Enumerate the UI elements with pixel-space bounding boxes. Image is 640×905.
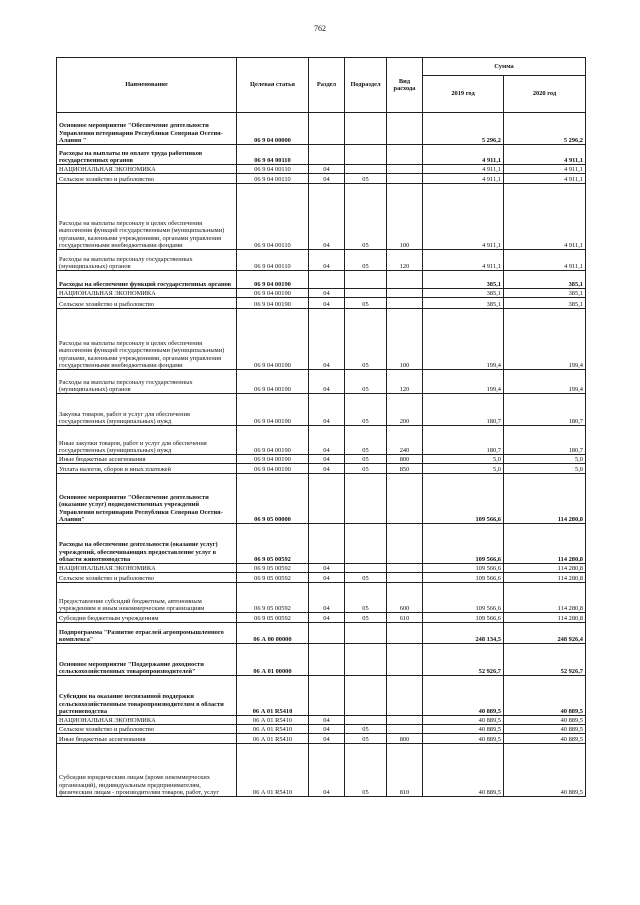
row-target-article: 06 А 01 R5410 [237, 725, 309, 734]
row-subsection: 05 [345, 725, 387, 734]
row-name: НАЦИОНАЛЬНАЯ ЭКОНОМИКА [57, 564, 237, 573]
row-sum-2019: 40 889,5 [423, 716, 504, 725]
row-sum-2019: 4 911,1 [423, 165, 504, 174]
row-sum-2019: 109 566,6 [423, 474, 504, 524]
table-row [57, 644, 586, 676]
row-section [309, 474, 345, 524]
row-expense-kind [387, 145, 423, 165]
row-subsection [345, 524, 387, 564]
row-target-article: 06 9 04 00110 [237, 174, 309, 184]
table-row [57, 613, 586, 623]
row-sum-2019: 40 889,5 [423, 725, 504, 734]
row-name: Расходы на выплаты по оплате труда работников государственных органов [57, 145, 237, 165]
row-target-article: 06 9 04 00190 [237, 394, 309, 426]
row-target-article: 06 9 05 00592 [237, 564, 309, 573]
row-sum-2020: 114 280,8 [504, 573, 586, 583]
row-subsection: 05 [345, 744, 387, 797]
row-expense-kind: 810 [387, 744, 423, 797]
row-name: Подпрограмма "Развитие отраслей агропромышленного комплекса" [57, 623, 237, 644]
header-expense-kind: Вид расхода [387, 58, 423, 113]
row-sum-2019: 5 296,2 [423, 113, 504, 145]
table-body [57, 113, 586, 797]
table-row [57, 573, 586, 583]
row-sum-2019: 4 911,1 [423, 184, 504, 250]
row-sum-2019: 385,1 [423, 298, 504, 309]
row-sum-2019: 40 889,5 [423, 744, 504, 797]
table-row [57, 271, 586, 289]
row-subsection: 05 [345, 613, 387, 623]
row-sum-2019: 4 911,1 [423, 250, 504, 271]
row-subsection [345, 271, 387, 289]
row-target-article: 06 9 04 00190 [237, 271, 309, 289]
table-row [57, 174, 586, 184]
row-subsection: 05 [345, 455, 387, 464]
row-name: Сельское хозяйство и рыболовство [57, 174, 237, 184]
row-expense-kind [387, 644, 423, 676]
row-name: Расходы на выплаты персоналу в целях обеспечения выполнения функций государственными (муниципальными) органами, казенными учреждениями, органами управления государственными внебюджетными фондами [57, 309, 237, 370]
row-subsection: 05 [345, 184, 387, 250]
row-target-article: 06 А 01 R5410 [237, 716, 309, 725]
row-expense-kind: 850 [387, 464, 423, 474]
row-section: 04 [309, 174, 345, 184]
header-year-2019: 2019 год [423, 76, 504, 113]
row-subsection: 05 [345, 309, 387, 370]
row-expense-kind [387, 725, 423, 734]
row-target-article: 06 А 01 R5410 [237, 744, 309, 797]
row-expense-kind: 200 [387, 394, 423, 426]
row-name: НАЦИОНАЛЬНАЯ ЭКОНОМИКА [57, 165, 237, 174]
row-section [309, 145, 345, 165]
row-subsection [345, 623, 387, 644]
row-sum-2020: 40 889,5 [504, 744, 586, 797]
row-name: Субсидии на оказание несвязанной поддержки сельскохозяйственным товаропроизводителям в области растениеводства [57, 676, 237, 716]
row-section: 04 [309, 573, 345, 583]
table-row [57, 716, 586, 725]
row-section: 04 [309, 370, 345, 394]
row-section: 04 [309, 184, 345, 250]
row-target-article: 06 9 04 00190 [237, 455, 309, 464]
row-target-article: 06 9 04 00110 [237, 250, 309, 271]
header-section: Раздел [309, 58, 345, 113]
row-target-article: 06 9 05 00592 [237, 573, 309, 583]
row-section [309, 623, 345, 644]
row-sum-2019: 248 134,5 [423, 623, 504, 644]
row-expense-kind [387, 676, 423, 716]
row-subsection: 05 [345, 734, 387, 744]
row-name: Основное мероприятие "Обеспечение деятельности (оказание услуг) подведомственных учреждений Управления ветеринарии Республики Северная Осетия-Алания" [57, 474, 237, 524]
row-sum-2020: 114 280,8 [504, 524, 586, 564]
row-subsection: 05 [345, 298, 387, 309]
row-sum-2020: 114 280,8 [504, 564, 586, 573]
row-expense-kind [387, 716, 423, 725]
row-section: 04 [309, 289, 345, 298]
row-section: 04 [309, 298, 345, 309]
row-section [309, 271, 345, 289]
row-subsection [345, 474, 387, 524]
table-row [57, 725, 586, 734]
table-row [57, 676, 586, 716]
row-sum-2019: 52 926,7 [423, 644, 504, 676]
row-subsection: 05 [345, 174, 387, 184]
row-sum-2019: 4 911,1 [423, 145, 504, 165]
row-sum-2020: 114 280,8 [504, 613, 586, 623]
row-expense-kind: 600 [387, 583, 423, 613]
row-sum-2020: 52 926,7 [504, 644, 586, 676]
row-section: 04 [309, 250, 345, 271]
row-subsection [345, 145, 387, 165]
row-target-article: 06 А 01 R5410 [237, 734, 309, 744]
table-row [57, 250, 586, 271]
row-subsection: 05 [345, 426, 387, 455]
table-row [57, 165, 586, 174]
table-row [57, 184, 586, 250]
row-subsection [345, 113, 387, 145]
table-row [57, 426, 586, 455]
row-expense-kind [387, 174, 423, 184]
row-name: Расходы на обеспечение функций государственных органов [57, 271, 237, 289]
row-sum-2019: 109 566,6 [423, 583, 504, 613]
row-sum-2019: 5,0 [423, 464, 504, 474]
row-subsection: 05 [345, 583, 387, 613]
row-sum-2019: 109 566,6 [423, 564, 504, 573]
row-section: 04 [309, 394, 345, 426]
row-sum-2020: 180,7 [504, 426, 586, 455]
row-section [309, 644, 345, 676]
row-name: Иные бюджетные ассигнования [57, 455, 237, 464]
header-name: Наименование [57, 58, 237, 113]
row-expense-kind [387, 271, 423, 289]
row-expense-kind [387, 289, 423, 298]
row-sum-2020: 5,0 [504, 464, 586, 474]
row-name: Закупка товаров, работ и услуг для обеспечения государственных (муниципальных) нужд [57, 394, 237, 426]
row-expense-kind [387, 298, 423, 309]
row-expense-kind: 120 [387, 250, 423, 271]
row-sum-2019: 199,4 [423, 309, 504, 370]
row-name: Предоставление субсидий бюджетным, автономным учреждениям и иным некоммерческим организациям [57, 583, 237, 613]
row-name: Иные бюджетные ассигнования [57, 734, 237, 744]
row-expense-kind: 100 [387, 309, 423, 370]
table-row [57, 734, 586, 744]
row-section: 04 [309, 613, 345, 623]
row-sum-2020: 5 296,2 [504, 113, 586, 145]
row-section: 04 [309, 564, 345, 573]
row-target-article: 06 9 04 00190 [237, 464, 309, 474]
page-number: 762 [314, 24, 326, 33]
row-sum-2020: 199,4 [504, 309, 586, 370]
row-sum-2020: 4 911,1 [504, 145, 586, 165]
row-target-article: 06 9 04 00110 [237, 184, 309, 250]
row-subsection: 05 [345, 464, 387, 474]
row-target-article: 06 9 04 00110 [237, 165, 309, 174]
row-target-article: 06 9 04 00190 [237, 289, 309, 298]
row-name: Субсидии юридическим лицам (кроме некоммерческих организаций), индивидуальным предпринимателям, физическим лицам - производителям товаров, работ, услуг [57, 744, 237, 797]
header-sum: Сумма [423, 58, 586, 76]
row-name: Расходы на выплаты персоналу государственных (муниципальных) органов [57, 250, 237, 271]
table-row [57, 113, 586, 145]
header-year-2020: 2020 год [504, 76, 586, 113]
row-sum-2020: 40 889,5 [504, 725, 586, 734]
header-target-article: Целевая статья [237, 58, 309, 113]
row-sum-2020: 4 911,1 [504, 250, 586, 271]
row-subsection [345, 716, 387, 725]
table-row [57, 564, 586, 573]
row-sum-2020: 4 911,1 [504, 165, 586, 174]
row-sum-2020: 4 911,1 [504, 184, 586, 250]
row-expense-kind [387, 573, 423, 583]
row-subsection: 05 [345, 573, 387, 583]
budget-table [56, 57, 586, 797]
row-target-article: 06 9 04 00000 [237, 113, 309, 145]
row-subsection [345, 564, 387, 573]
table-row [57, 289, 586, 298]
row-target-article: 06 9 05 00592 [237, 613, 309, 623]
row-subsection [345, 644, 387, 676]
row-section: 04 [309, 734, 345, 744]
row-sum-2019: 385,1 [423, 289, 504, 298]
row-sum-2019: 385,1 [423, 271, 504, 289]
table-row [57, 623, 586, 644]
row-target-article: 06 9 04 00190 [237, 309, 309, 370]
row-section: 04 [309, 165, 345, 174]
row-section: 04 [309, 426, 345, 455]
table-row [57, 309, 586, 370]
row-section: 04 [309, 583, 345, 613]
row-target-article: 06 А 01 R5410 [237, 676, 309, 716]
row-section: 04 [309, 716, 345, 725]
row-sum-2020: 248 926,4 [504, 623, 586, 644]
table-row [57, 145, 586, 165]
row-sum-2019: 40 889,5 [423, 676, 504, 716]
row-expense-kind [387, 165, 423, 174]
row-sum-2019: 180,7 [423, 394, 504, 426]
row-target-article: 06 9 04 00190 [237, 426, 309, 455]
row-name: НАЦИОНАЛЬНАЯ ЭКОНОМИКА [57, 716, 237, 725]
table-row [57, 744, 586, 797]
row-sum-2019: 109 566,6 [423, 573, 504, 583]
row-name: Сельское хозяйство и рыболовство [57, 298, 237, 309]
row-sum-2019: 5,0 [423, 455, 504, 464]
row-section [309, 524, 345, 564]
row-target-article: 06 А 01 00000 [237, 644, 309, 676]
row-name: Иные закупки товаров, работ и услуг для обеспечения государственных (муниципальных) нужд [57, 426, 237, 455]
row-name: Сельское хозяйство и рыболовство [57, 725, 237, 734]
row-sum-2020: 180,7 [504, 394, 586, 426]
row-subsection: 05 [345, 370, 387, 394]
table-row [57, 370, 586, 394]
row-target-article: 06 9 04 00190 [237, 298, 309, 309]
table-row [57, 474, 586, 524]
row-expense-kind: 240 [387, 426, 423, 455]
row-sum-2020: 385,1 [504, 289, 586, 298]
row-sum-2019: 109 566,6 [423, 524, 504, 564]
row-expense-kind [387, 524, 423, 564]
row-target-article: 06 9 04 00190 [237, 370, 309, 394]
row-section: 04 [309, 455, 345, 464]
row-section: 04 [309, 309, 345, 370]
row-expense-kind: 610 [387, 613, 423, 623]
row-subsection [345, 165, 387, 174]
row-name: Субсидии бюджетным учреждениям [57, 613, 237, 623]
row-sum-2020: 199,4 [504, 370, 586, 394]
row-sum-2019: 109 566,6 [423, 613, 504, 623]
row-target-article: 06 9 04 00110 [237, 145, 309, 165]
row-target-article: 06 9 05 00000 [237, 474, 309, 524]
row-expense-kind: 800 [387, 734, 423, 744]
row-sum-2020: 114 280,8 [504, 474, 586, 524]
row-expense-kind [387, 113, 423, 145]
row-name: Расходы на выплаты персоналу в целях обеспечения выполнения функций государственными (муниципальными) органами, казенными учреждениями, органами управления государственными внебюджетными фондами [57, 184, 237, 250]
row-section: 04 [309, 464, 345, 474]
header-subsection: Подраздел [345, 58, 387, 113]
row-section: 04 [309, 725, 345, 734]
row-name: НАЦИОНАЛЬНАЯ ЭКОНОМИКА [57, 289, 237, 298]
row-subsection: 05 [345, 250, 387, 271]
row-section [309, 676, 345, 716]
row-target-article: 06 А 00 00000 [237, 623, 309, 644]
row-sum-2020: 40 889,5 [504, 676, 586, 716]
table-row [57, 583, 586, 613]
row-expense-kind: 800 [387, 455, 423, 464]
row-expense-kind: 120 [387, 370, 423, 394]
row-sum-2020: 40 889,5 [504, 734, 586, 744]
row-sum-2020: 5,0 [504, 455, 586, 464]
row-expense-kind [387, 474, 423, 524]
row-name: Основное мероприятие "Поддержание доходности сельскохозяйственных товаропроизводителей" [57, 644, 237, 676]
row-subsection [345, 676, 387, 716]
table-row [57, 455, 586, 464]
row-sum-2020: 4 911,1 [504, 174, 586, 184]
row-section [309, 113, 345, 145]
row-target-article: 06 9 05 00592 [237, 524, 309, 564]
row-expense-kind [387, 564, 423, 573]
row-sum-2019: 180,7 [423, 426, 504, 455]
row-name: Расходы на обеспечение деятельности (оказание услуг) учреждений, обеспечивающих предоставление услуг в области животноводства [57, 524, 237, 564]
row-sum-2020: 40 889,5 [504, 716, 586, 725]
row-name: Сельское хозяйство и рыболовство [57, 573, 237, 583]
row-name: Уплата налогов, сборов и иных платежей [57, 464, 237, 474]
row-subsection [345, 289, 387, 298]
row-sum-2019: 4 911,1 [423, 174, 504, 184]
table-row [57, 524, 586, 564]
row-subsection: 05 [345, 394, 387, 426]
row-sum-2020: 385,1 [504, 271, 586, 289]
table-row [57, 298, 586, 309]
row-sum-2020: 114 280,8 [504, 583, 586, 613]
table-row [57, 394, 586, 426]
table-row [57, 464, 586, 474]
row-name: Основное мероприятие "Обеспечение деятельности Управления ветеринарии Республики Северная Осетия-Алания " [57, 113, 237, 145]
row-sum-2019: 199,4 [423, 370, 504, 394]
row-expense-kind [387, 623, 423, 644]
row-section: 04 [309, 744, 345, 797]
row-name: Расходы на выплаты персоналу государственных (муниципальных) органов [57, 370, 237, 394]
row-expense-kind: 100 [387, 184, 423, 250]
row-target-article: 06 9 05 00592 [237, 583, 309, 613]
row-sum-2019: 40 889,5 [423, 734, 504, 744]
row-sum-2020: 385,1 [504, 298, 586, 309]
